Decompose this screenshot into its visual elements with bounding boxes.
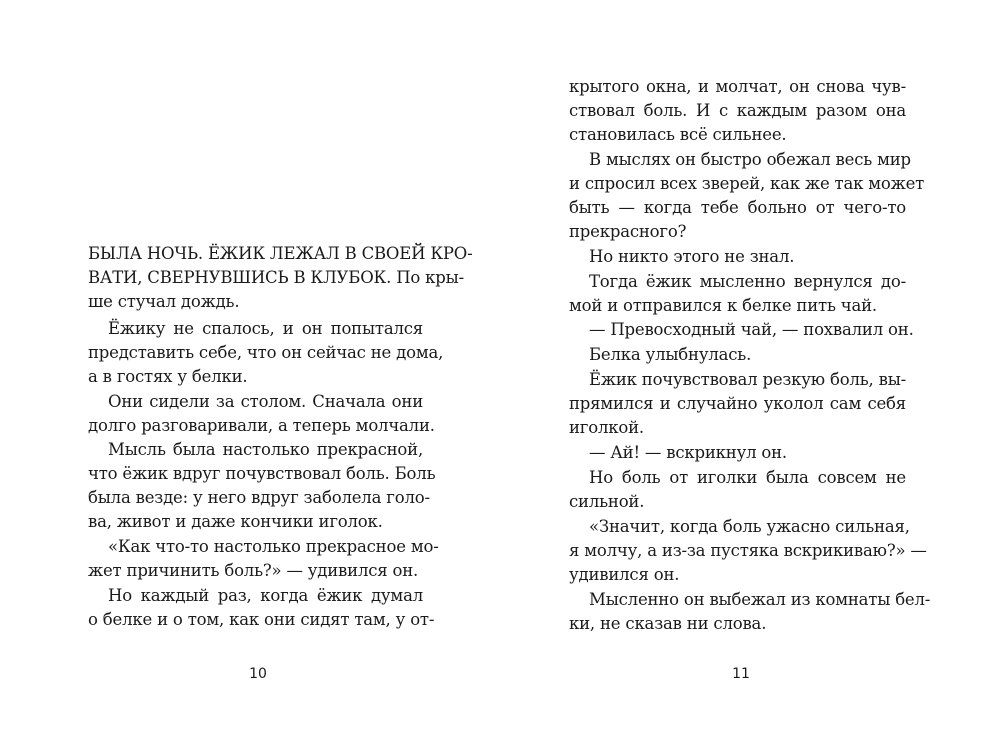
text-line: быть — когда тебе больно от чего-то bbox=[569, 198, 906, 217]
text-line: крытого окна, и молчат, он снова чув- bbox=[569, 77, 906, 96]
page-number: 10 bbox=[249, 666, 267, 682]
text-line: ВАТИ, СВЕРНУВШИСЬ В КЛУБОК. По кры- bbox=[88, 268, 464, 287]
text-line: Но никто этого не знал. bbox=[589, 247, 795, 266]
text-line: Мысль была настолько прекрасной, bbox=[108, 440, 423, 459]
text-line: иголкой. bbox=[569, 418, 644, 437]
text-line: В мыслях он быстро обежал весь мир bbox=[589, 150, 911, 169]
text-line: Но боль от иголки была совсем не bbox=[589, 468, 906, 487]
text-line: — Превосходный чай, — похвалил он. bbox=[589, 320, 914, 339]
text-line: БЫЛА НОЧЬ. ЁЖИК ЛЕЖАЛ В СВОЕЙ КРО- bbox=[88, 244, 473, 263]
text-line: сильной. bbox=[569, 492, 645, 511]
text-line: «Как что-то настолько прекрасное мо- bbox=[108, 537, 439, 556]
text-line: ва, живот и даже кончики иголок. bbox=[88, 512, 383, 531]
text-line: становилась всё сильнее. bbox=[569, 125, 787, 144]
text-line: я молчу, а из-за пустяка вскрикиваю?» — bbox=[569, 541, 927, 560]
text-line: прямился и случайно уколол сам себя bbox=[569, 394, 906, 413]
text-line: прекрасного? bbox=[569, 222, 687, 241]
text-line: представить себе, что он сейчас не дома, bbox=[88, 343, 444, 362]
text-line: ствовал боль. И с каждым разом она bbox=[569, 101, 906, 120]
text-line: — Ай! — вскрикнул он. bbox=[589, 443, 787, 462]
text-line: удивился он. bbox=[569, 565, 680, 584]
text-line: «Значит, когда боль ужасно сильная, bbox=[589, 517, 910, 536]
text-line: Белка улыбнулась. bbox=[589, 345, 752, 364]
text-line: Тогда ёжик мысленно вернулся до- bbox=[589, 272, 906, 291]
text-line: о белке и о том, как они сидят там, у от- bbox=[88, 610, 435, 629]
text-line: была везде: у него вдруг заболела голо- bbox=[88, 488, 430, 507]
text-line: Мысленно он выбежал из комнаты бел- bbox=[589, 590, 931, 609]
text-line: Ёжику не спалось, и он попытался bbox=[108, 319, 423, 338]
text-line: что ёжик вдруг почувствовал боль. Боль bbox=[88, 464, 436, 483]
text-line: Они сидели за столом. Сначала они bbox=[108, 392, 423, 411]
text-line: ки, не сказав ни слова. bbox=[569, 614, 767, 633]
text-line: а в гостях у белки. bbox=[88, 367, 248, 386]
text-line: жет причинить боль?» — удивился он. bbox=[88, 561, 419, 580]
text-line: и спросил всех зверей, как же так может bbox=[569, 174, 925, 193]
page-number: 11 bbox=[732, 666, 750, 682]
text-line: мой и отправился к белке пить чай. bbox=[569, 296, 877, 315]
text-line: Ёжик почувствовал резкую боль, вы- bbox=[589, 370, 907, 389]
text-line: ше стучал дождь. bbox=[88, 292, 240, 311]
text-line: Но каждый раз, когда ёжик думал bbox=[108, 586, 423, 605]
text-line: долго разговаривали, а теперь молчали. bbox=[88, 416, 435, 435]
